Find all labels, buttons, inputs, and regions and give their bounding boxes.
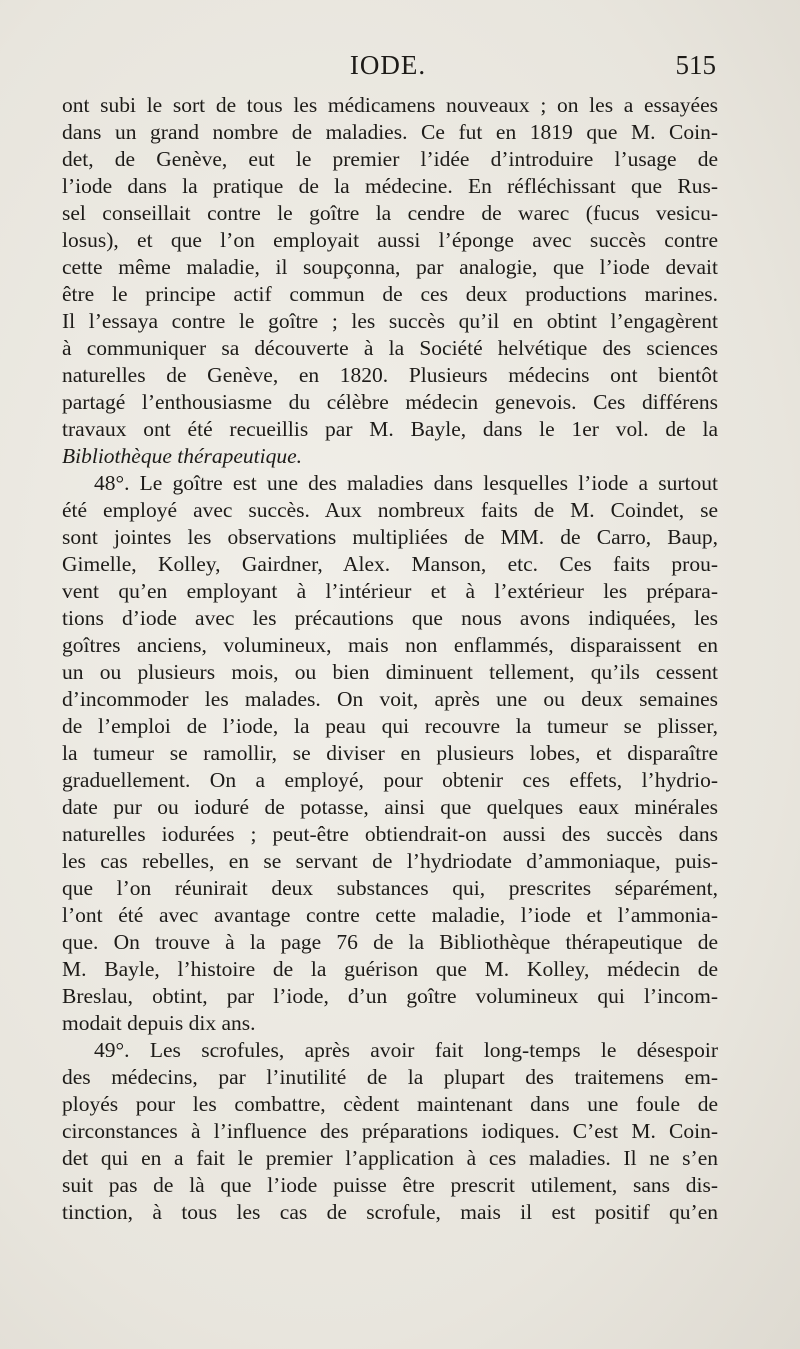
text-line: vent qu’en employant à l’intérieur et à l’extérieur les prépara- xyxy=(62,579,718,603)
text-line: que. On trouve à la page 76 de la Bibliothèque thérapeutique de xyxy=(62,930,718,954)
text-line: losus), et que l’on employait aussi l’éponge avec succès contre xyxy=(62,228,718,252)
text-line: date pur ou ioduré de potasse, ainsi que quelques eaux minérales xyxy=(62,795,718,819)
running-title: IODE. xyxy=(349,50,427,80)
text-line: l’iode dans la pratique de la médecine. En réfléchissant que Rus- xyxy=(62,174,718,198)
text-line: de l’emploi de l’iode, la peau qui recouvre la tumeur se plisser, xyxy=(62,714,718,738)
text-line: circonstances à l’influence des préparations iodiques. C’est M. Coin- xyxy=(62,1119,718,1143)
page-header xyxy=(60,50,716,90)
text-line: la tumeur se ramollir, se diviser en plusieurs lobes, et disparaître xyxy=(62,741,718,765)
text-line: les cas rebelles, en se servant de l’hydriodate d’ammoniaque, puis- xyxy=(62,849,718,873)
text-line: Il l’essaya contre le goître ; les succès qu’il en obtint l’engagèrent xyxy=(62,309,718,333)
text-line: suit pas de là que l’iode puisse être prescrit utilement, sans dis- xyxy=(62,1173,718,1197)
page-number: 515 xyxy=(675,50,716,80)
text-line: graduellement. On a employé, pour obtenir ces effets, l’hydrio- xyxy=(62,768,718,792)
paragraph-49-start: 49°. Les scrofules, après avoir fait long-temps le désespoir xyxy=(94,1038,718,1062)
text-line: sont jointes les observations multipliées de MM. de Carro, Baup, xyxy=(62,525,718,549)
text-line: goîtres anciens, volumineux, mais non enflammés, disparaissent en xyxy=(62,633,718,657)
text-line: Bibliothèque thérapeutique. xyxy=(62,444,303,468)
body-text xyxy=(62,92,718,1226)
text-line: modait depuis dix ans. xyxy=(62,1011,256,1035)
text-line: cette même maladie, il soupçonna, par analogie, que l’iode devait xyxy=(62,255,718,279)
text-line: partagé l’enthousiasme du célèbre médecin genevois. Ces différens xyxy=(62,390,718,414)
text-line: sel conseillait contre le goître la cendre de warec (fucus vesicu- xyxy=(62,201,718,225)
text-line: dans un grand nombre de maladies. Ce fut en 1819 que M. Coin- xyxy=(62,120,718,144)
text-line: naturelles de Genève, en 1820. Plusieurs médecins ont bientôt xyxy=(62,363,718,387)
text-line: tions d’iode avec les précautions que nous avons indiquées, les xyxy=(62,606,718,630)
text-line: ont subi le sort de tous les médicamens nouveaux ; on les a essayées xyxy=(62,93,718,117)
text-line: ployés pour les combattre, cèdent maintenant dans une foule de xyxy=(62,1092,718,1116)
text-line: un ou plusieurs mois, ou bien diminuent tellement, qu’ils cessent xyxy=(62,660,718,684)
text-line: naturelles iodurées ; peut-être obtiendrait-on aussi des succès dans xyxy=(62,822,718,846)
text-line: Gimelle, Kolley, Gairdner, Alex. Manson, etc. Ces faits prou- xyxy=(62,552,718,576)
paragraph-48-start: 48°. Le goître est une des maladies dans lesquelles l’iode a surtout xyxy=(94,471,718,495)
text-line: l’ont été avec avantage contre cette maladie, l’iode et l’ammonia- xyxy=(62,903,718,927)
text-line: det, de Genève, eut le premier l’idée d’introduire l’usage de xyxy=(62,147,718,171)
text-line: d’incommoder les malades. On voit, après une ou deux semaines xyxy=(62,687,718,711)
text-line: été employé avec succès. Aux nombreux faits de M. Coindet, se xyxy=(62,498,718,522)
text-line: à communiquer sa découverte à la Société helvétique des sciences xyxy=(62,336,718,360)
text-line: Breslau, obtint, par l’iode, d’un goître volumineux qui l’incom- xyxy=(62,984,718,1008)
text-line: être le principe actif commun de ces deux productions marines. xyxy=(62,282,718,306)
text-line: travaux ont été recueillis par M. Bayle, dans le 1er vol. de la xyxy=(62,417,718,441)
text-line: que l’on réunirait deux substances qui, prescrites séparément, xyxy=(62,876,718,900)
text-line: des médecins, par l’inutilité de la plupart des traitemens em- xyxy=(62,1065,718,1089)
text-line: M. Bayle, l’histoire de la guérison que M. Kolley, médecin de xyxy=(62,957,718,981)
text-line: tinction, à tous les cas de scrofule, mais il est positif qu’en xyxy=(62,1200,718,1224)
text-line: det qui en a fait le premier l’application à ces maladies. Il ne s’en xyxy=(62,1146,718,1170)
